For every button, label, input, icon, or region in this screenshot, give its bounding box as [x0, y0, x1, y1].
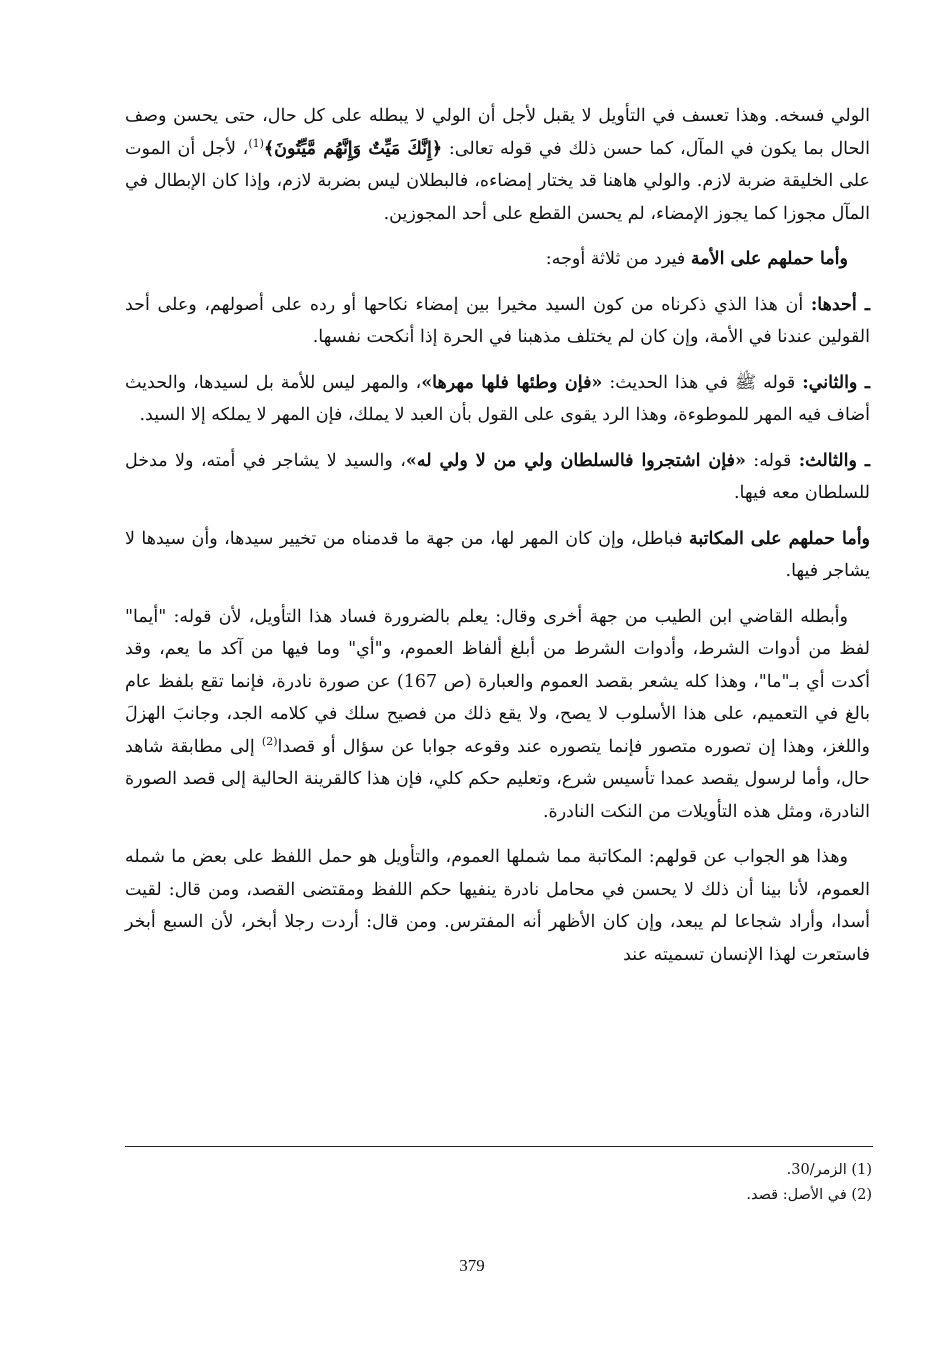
paragraph-6-text: فباطل، وإن كان المهر لها، من جهة ما قدمناه من تخيير سيدها، وأن سيدها لا يشاجر فيها.	[125, 528, 870, 581]
paragraph-8	[125, 841, 870, 971]
paragraph-2	[125, 243, 870, 276]
paragraph-4	[125, 367, 870, 432]
paragraph-5-lead: ـ والثالث:	[798, 450, 870, 471]
paragraph-7-text-b: إلى مطابقة شاهد حال، وأما لرسول يقصد عمدا تأسيس شرع، وتعليم حكم كلي، فإن هذا كالقرينة الحالية إلى قصد الصورة النادرة، ومثل هذه التأويلات من النكت النادرة.	[125, 736, 870, 822]
footnote-1: (1) الزمر/30.	[786, 1162, 872, 1178]
paragraph-5-text-after: ، والسيد لا يشاجر في أمته، ولا مدخل للسلطان معه فيها.	[125, 450, 870, 503]
paragraph-3	[125, 289, 870, 354]
footnote-ref-2: (2)	[261, 734, 278, 748]
hadith-quote-2: «فإن اشتجروا فالسلطان ولي من لا ولي له»	[405, 450, 746, 471]
paragraph-6-lead: وأما حملهم على المكاتبة	[689, 528, 871, 549]
paragraph-3-text: أن هذا الذي ذكرناه من كون السيد مخيرا بين إمضاء نكاحها أو رده على أصولهم، وعلى أحد القولين عندنا في الأمة، وإن كان لم يختلف مذهبنا في الحرة إذا أنكحت نفسها.	[125, 294, 870, 347]
footnote-divider	[125, 1146, 873, 1147]
quran-verse: ﴿إِنَّكَ مَيِّتٌ وَإِنَّهُم مَّيِّتُونَ﴾	[263, 138, 443, 159]
hadith-quote-1: «فإن وطئها فلها مهرها»	[421, 372, 603, 393]
paragraph-3-lead: ـ أحدها:	[810, 294, 870, 315]
paragraph-7	[125, 601, 870, 829]
paragraph-2-lead: وأما حملهم على الأمة	[690, 249, 848, 269]
page-body	[125, 100, 870, 984]
paragraph-8-text: وهذا هو الجواب عن قولهم: المكاتبة مما شملها العموم، والتأويل هو حمل اللفظ على بعض ما شمله العموم، لأنا بينا أن ذلك لا يحسن في محامل نادرة ينفيها حكم اللفظ ومقتضى القصد، ومن قال: لقيت أسدا، وأراد شجاعا لم يبعد، وإن كان الأظهر أنه المفترس. ومن قال: أردت رجلا أبخر، لأن السبع أبخر فاستعرت لهذا الإنسان تسميته عند	[125, 847, 870, 965]
footnotes	[127, 1158, 872, 1208]
paragraph-6	[125, 523, 870, 588]
paragraph-1	[125, 100, 870, 230]
paragraph-4-text-after: ، والمهر ليس للأمة بل لسيدها، والحديث أضاف فيه المهر للموطوءة، وهذا الرد يقوى على القول بأن العبد لا يملك، فإن المهر لا يملكه إلا السيد.	[125, 372, 870, 425]
page-number: 379	[459, 1256, 485, 1275]
paragraph-4-text-before: قوله ﷺ في هذا الحديث:	[602, 372, 803, 393]
paragraph-5	[125, 445, 870, 510]
paragraph-4-lead: ـ والثاني:	[802, 372, 870, 393]
footnote-ref-1: (1)	[248, 136, 264, 150]
paragraph-1-text-b: ، لأجل أن الموت على الخليقة ضربة لازم. والولي هاهنا قد يختار إمضاءه، فالبطلان ليس بضربة لازم، وإذا كان الإبطال في المآل مجوزا كما يجوز الإمضاء، لم يحسن القطع على أحد المجوزين.	[125, 138, 870, 224]
paragraph-2-text: فيرد من ثلاثة أوجه:	[545, 249, 691, 269]
paragraph-7-text-a: وأبطله القاضي ابن الطيب من جهة أخرى وقال: يعلم بالضرورة فساد هذا التأويل، لأن قوله: "أيما" لفظ من أدوات الشرط، وأدوات الشرط من أبلغ ألفاظ العموم، و"أي" وما فيها من آكد ما يعم، وقد أكدت أي بـ"ما"، وهذا كله يشعر بقصد العموم والعبارة (ص 167) عن صورة نادرة، فإنما تقع بلفظ عام بالغ في التعميم، على هذا الأسلوب لا يصح، ولا يقع ذلك من فصيح سلك في كلامه الجد، وجانبَ الهزلَ واللغز، وهذا إن تصوره متصور فإنما يتصوره عند وقوعه جوابا عن سؤال أو قصدا	[125, 606, 870, 757]
footnote-2: (2) في الأصل: قصد.	[746, 1187, 872, 1203]
paragraph-5-text-before: قوله:	[745, 450, 799, 471]
paragraph-1-text-a: الولي فسخه. وهذا تعسف في التأويل لا يقبل لأجل أن الولي لا يبطله على كل حال، حتى يحسن وصف الحال بما يكون في المآل، كما حسن ذلك في قوله تعالى:	[125, 106, 870, 159]
